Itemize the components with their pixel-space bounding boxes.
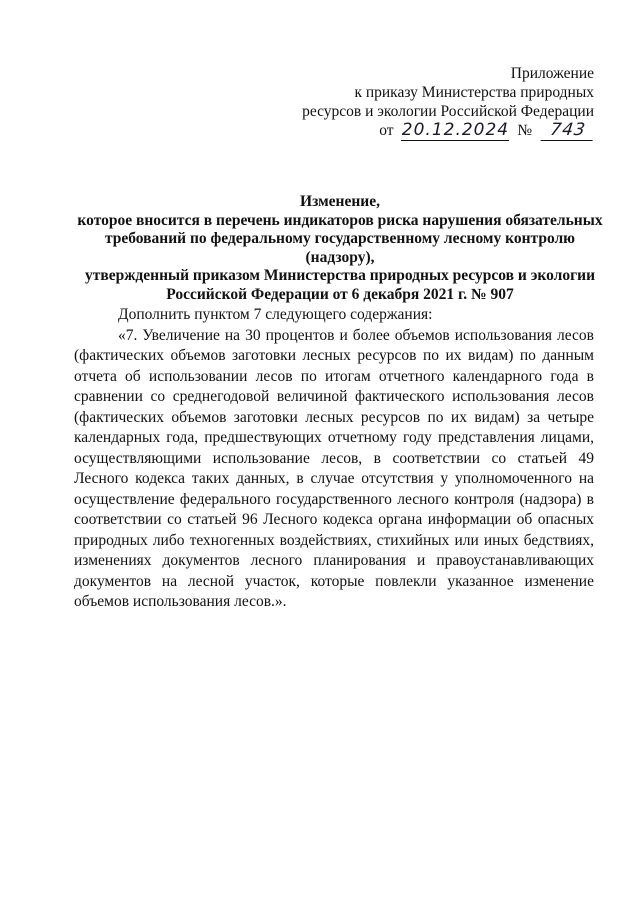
title-line-4: утвержденный приказом Министерства природных ресурсов и экологии bbox=[84, 267, 596, 284]
document-body bbox=[74, 305, 594, 613]
order-date-line bbox=[379, 120, 594, 142]
title-line-3: требований по федеральному государственному лесному контролю (надзору), bbox=[104, 230, 576, 266]
appendix-line-3: ресурсов и экологии Российской Федерации bbox=[302, 103, 594, 120]
number-label: № bbox=[517, 122, 533, 139]
appendix-header bbox=[302, 64, 594, 121]
title-line-5: Российской Федерации от 6 декабря 2021 г. № 907 bbox=[166, 285, 514, 303]
order-date-handwritten: 20.12.2024 bbox=[401, 120, 510, 140]
from-label: от bbox=[379, 122, 394, 139]
item-7-paragraph: «7. Увеличение на 30 процентов и более объемов использования лесов (фактических объемов заготовки лесных ресурсов по их видам) по данным отчета об использовании лесов по итогам отчетного календарного года в сравнении со среднегодовой величиной фактического использования лесов (фактических объемов заготовки лесных ресурсов по их видам) за четыре календарных года, предшествующих отчетному году представления лицами, осуществляющими использование лесов, в соответствии со статьей 49 Лесного кодекса таких данных, в случае отсутствия у уполномоченного на осуществление федерального государственного лесного контроля (надзора) в соответствии со статьей 96 Лесного кодекса органа информации об опасных природных либо техногенных воздействиях, стихийных или иных бедствиях, изменениях документов лесного планирования и правоустанавливающих документов на лесной участок, которые повлекли указанное изменение объемов использования лесов.». bbox=[74, 326, 594, 610]
appendix-line-1: Приложение bbox=[510, 65, 594, 82]
title-line-2: которое вносится в перечень индикаторов риска нарушения обязательных bbox=[77, 211, 603, 229]
title-line-1: Изменение, bbox=[300, 193, 380, 210]
appendix-line-2: к приказу Министерства природных bbox=[354, 84, 594, 101]
document-title bbox=[70, 193, 610, 304]
order-number-handwritten: 743 bbox=[541, 120, 596, 141]
intro-paragraph: Дополнить пунктом 7 следующего содержания: bbox=[118, 306, 433, 323]
